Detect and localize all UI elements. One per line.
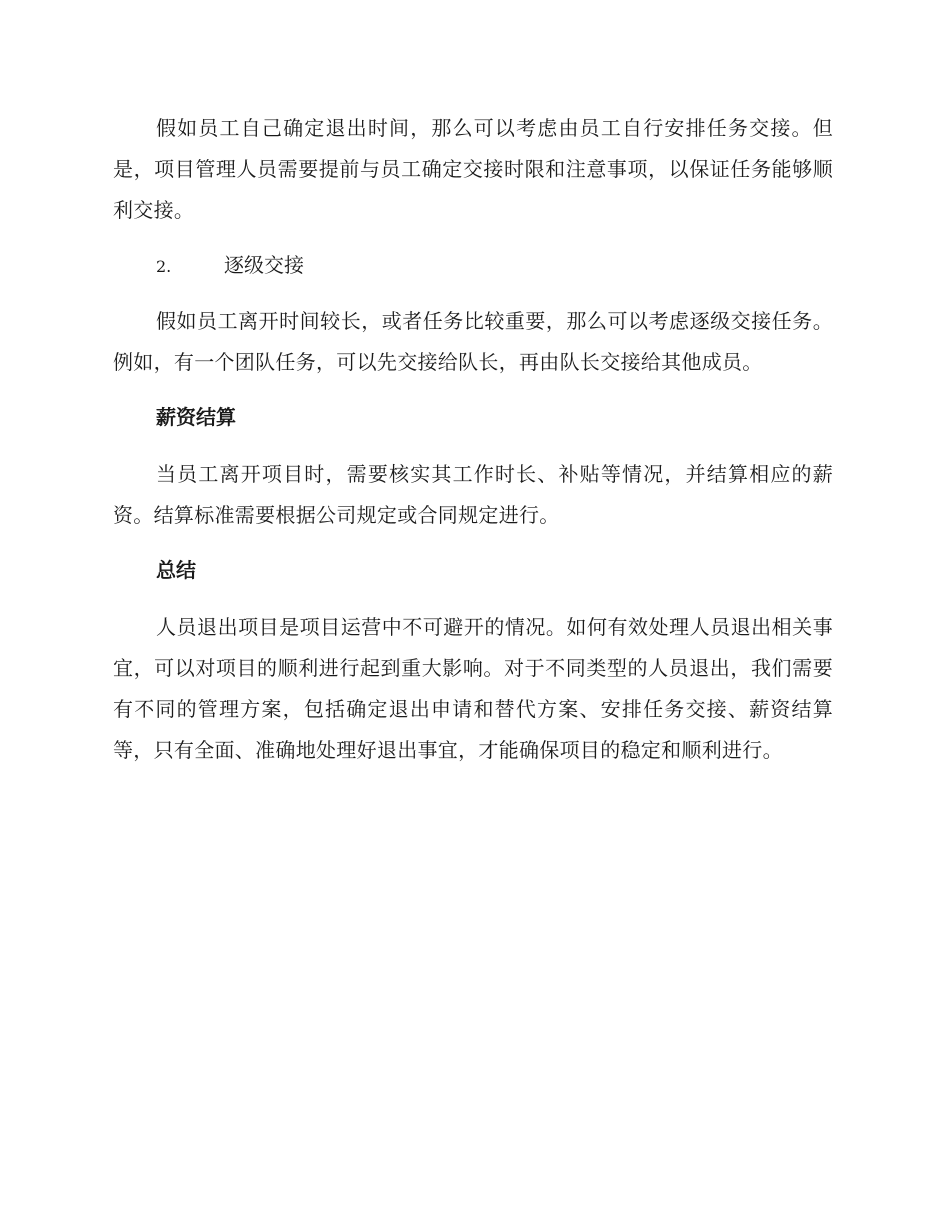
list-number: 2.: [156, 257, 172, 276]
document-page: [113, 108, 833, 771]
paragraph-summary: 人员退出项目是项目运营中不可避开的情况。如何有效处理人员退出相关事宜，可以对项目的顺利进行起到重大影响。对于不同类型的人员退出，我们需要有不同的管理方案，包括确定退出申请和替代方案、安排任务交接、薪资结算等，只有全面、准确地处理好退出事宜，才能确保项目的稳定和顺利进行。: [113, 615, 833, 762]
heading-summary: 总结: [156, 558, 196, 582]
list-item-text: 逐级交接: [224, 253, 304, 277]
paragraph-self-handover: 假如员工自己确定退出时间，那么可以考虑由员工自行安排任务交接。但是，项目管理人员需要提前与员工确定交接时限和注意事项，以保证任务能够顺利交接。: [113, 116, 833, 222]
heading-salary-settlement: 薪资结算: [156, 405, 236, 429]
paragraph-stepwise-handover: 假如员工离开时间较长，或者任务比较重要，那么可以考虑逐级交接任务。例如，有一个团队任务，可以先交接给队长，再由队长交接给其他成员。: [113, 309, 833, 374]
list-item-stepwise-handover: [113, 245, 833, 287]
paragraph-salary-settlement: 当员工离开项目时，需要核实其工作时长、补贴等情况，并结算相应的薪资。结算标准需要根据公司规定或合同规定进行。: [113, 462, 833, 527]
